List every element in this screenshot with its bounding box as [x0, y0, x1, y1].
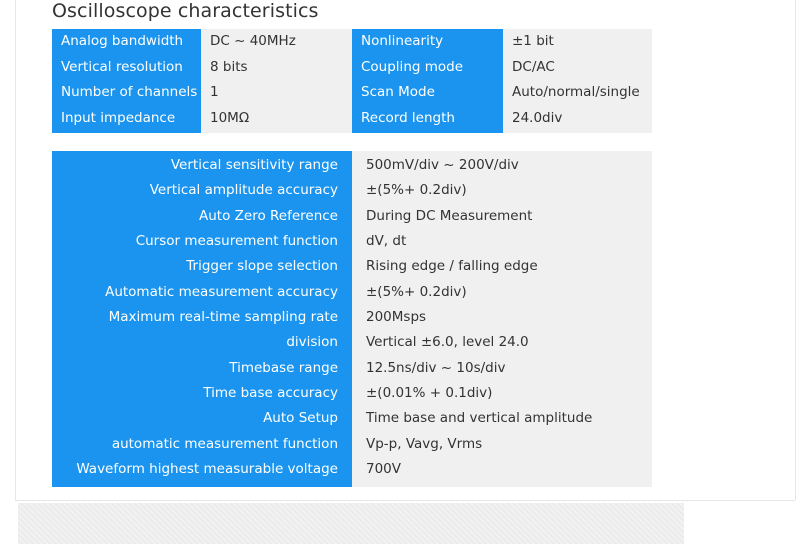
overview-label: Record length — [361, 109, 455, 126]
spec-label: Waveform highest measurable voltage — [76, 461, 338, 478]
spec-value: ±(5%+ 0.2div) — [366, 182, 467, 199]
overview-value: DC ~ 40MHz — [210, 33, 296, 49]
spec-value: dV, dt — [366, 233, 407, 250]
overview-value: ±1 bit — [512, 33, 554, 49]
overview-labels-right — [352, 29, 503, 133]
spec-label: division — [286, 334, 338, 351]
spec-value: 12.5ns/div ~ 10s/div — [366, 359, 506, 376]
spec-label: Time base accuracy — [203, 385, 338, 402]
overview-labels-left — [52, 29, 201, 133]
overview-values-left — [201, 29, 352, 133]
spec-value: 500mV/div ~ 200V/div — [366, 157, 519, 173]
spec-value: 700V — [366, 461, 402, 478]
overview-label: Nonlinearity — [361, 33, 444, 49]
frame-bottom-border — [15, 500, 795, 501]
spec-table — [52, 151, 652, 487]
spec-label: Maximum real-time sampling rate — [108, 309, 338, 326]
spec-label: Cursor measurement function — [135, 233, 338, 250]
spec-value: Vp-p, Vavg, Vrms — [366, 435, 483, 452]
spec-label: Trigger slope selection — [186, 258, 338, 275]
overview-label: Number of channels — [61, 84, 198, 100]
overview-value: 24.0div — [512, 109, 563, 126]
overview-label: Input impedance — [61, 109, 176, 126]
spec-value: Rising edge / falling edge — [366, 258, 538, 275]
overview-value: DC/AC — [512, 58, 555, 75]
overview-label: Analog bandwidth — [61, 33, 184, 49]
frame-right-border — [795, 0, 796, 500]
overview-values-right — [503, 29, 652, 133]
spec-value: During DC Measurement — [366, 207, 533, 224]
spec-value: ±(0.01% + 0.1div) — [366, 385, 493, 402]
overview-label: Vertical resolution — [61, 58, 183, 75]
spec-label: automatic measurement function — [111, 435, 338, 452]
section-title: Oscilloscope characteristics — [52, 0, 319, 22]
spec-value: Time base and vertical amplitude — [366, 410, 593, 427]
overview-value: 1 — [210, 84, 219, 100]
spec-values — [352, 151, 652, 487]
overview-value: Auto/normal/single — [512, 84, 640, 100]
overview-value: 10MΩ — [210, 109, 250, 126]
spec-label: Vertical amplitude accuracy — [149, 182, 338, 199]
overview-label: Scan Mode — [361, 84, 435, 100]
overview-table — [52, 29, 652, 133]
frame-left-border — [15, 0, 16, 500]
spec-value: 200Msps — [366, 309, 427, 326]
spec-label: Auto Zero Reference — [199, 207, 338, 224]
overview-value: 8 bits — [210, 58, 248, 75]
spec-label: Auto Setup — [263, 410, 338, 427]
spec-labels — [52, 151, 352, 487]
overview-label: Coupling mode — [361, 58, 464, 75]
spec-label: Vertical sensitivity range — [170, 157, 338, 173]
spec-value: ±(5%+ 0.2div) — [366, 283, 467, 300]
spec-label: Timebase range — [229, 359, 338, 376]
spec-label: Automatic measurement accuracy — [105, 283, 338, 300]
spec-value: Vertical ±6.0, level 24.0 — [366, 334, 529, 351]
bottom-banner-placeholder — [18, 503, 684, 544]
